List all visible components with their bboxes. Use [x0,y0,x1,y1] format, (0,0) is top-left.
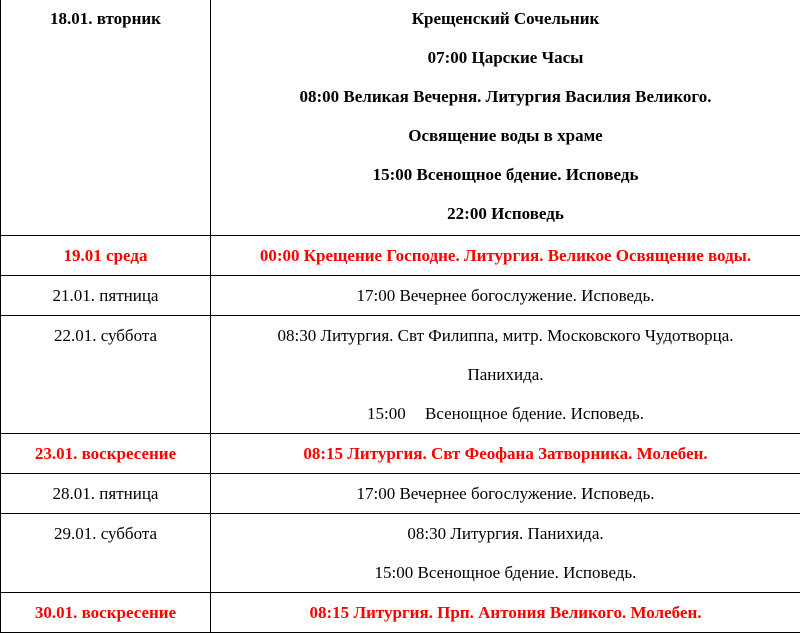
table-row [1,0,800,236]
table-row [1,236,800,276]
events-cell [211,316,800,434]
date-label: 23.01. воскресение [1,434,210,473]
event-line: 08:15 Литургия. Свт Феофана Затворника. Молебен. [211,434,800,473]
event-line: 15:00 Всенощное бдение. Исповедь. [211,553,800,592]
event-line: 08:15 Литургия. Прп. Антония Великого. Молебен. [211,593,800,632]
date-cell [1,0,211,236]
event-line: 22:00 Исповедь [211,194,800,233]
date-cell [1,593,211,633]
event-line: 08:00 Великая Вечерня. Литургия Василия Великого. [211,77,800,116]
date-cell [1,236,211,276]
date-label: 19.01 среда [1,236,210,275]
date-cell [1,316,211,434]
events-cell [211,236,800,276]
event-time: 15:00 [367,394,425,433]
date-cell [1,514,211,593]
date-cell [1,434,211,474]
date-cell [1,276,211,316]
table-row [1,593,800,633]
events-cell [211,276,800,316]
event-line: 08:30 Литургия. Панихида. [211,514,800,553]
event-line: Крещенский Сочельник [211,0,800,38]
date-cell [1,474,211,514]
event-line: 17:00 Вечернее богослужение. Исповедь. [211,276,800,315]
table-row [1,474,800,514]
event-line: 00:00 Крещение Господне. Литургия. Великое Освящение воды. [211,236,800,275]
event-line [211,394,800,433]
events-cell [211,474,800,514]
table-row [1,276,800,316]
events-cell [211,514,800,593]
table-row [1,316,800,434]
event-line: 17:00 Вечернее богослужение. Исповедь. [211,474,800,513]
date-label: 18.01. вторник [1,0,210,38]
table-row [1,514,800,593]
date-label: 21.01. пятница [1,276,210,315]
table-row [1,434,800,474]
date-label: 29.01. суббота [1,514,210,553]
event-line: 08:30 Литургия. Свт Филиппа, митр. Московского Чудотворца. [211,316,800,355]
event-line: Панихида. [211,355,800,394]
event-line: 07:00 Царские Часы [211,38,800,77]
events-cell [211,593,800,633]
events-cell [211,434,800,474]
event-line: 15:00 Всенощное бдение. Исповедь [211,155,800,194]
date-label: 22.01. суббота [1,316,210,355]
event-line: Освящение воды в храме [211,116,800,155]
date-label: 30.01. воскресение [1,593,210,632]
events-cell [211,0,800,236]
date-label: 28.01. пятница [1,474,210,513]
event-text: Всенощное бдение. Исповедь. [425,404,644,423]
